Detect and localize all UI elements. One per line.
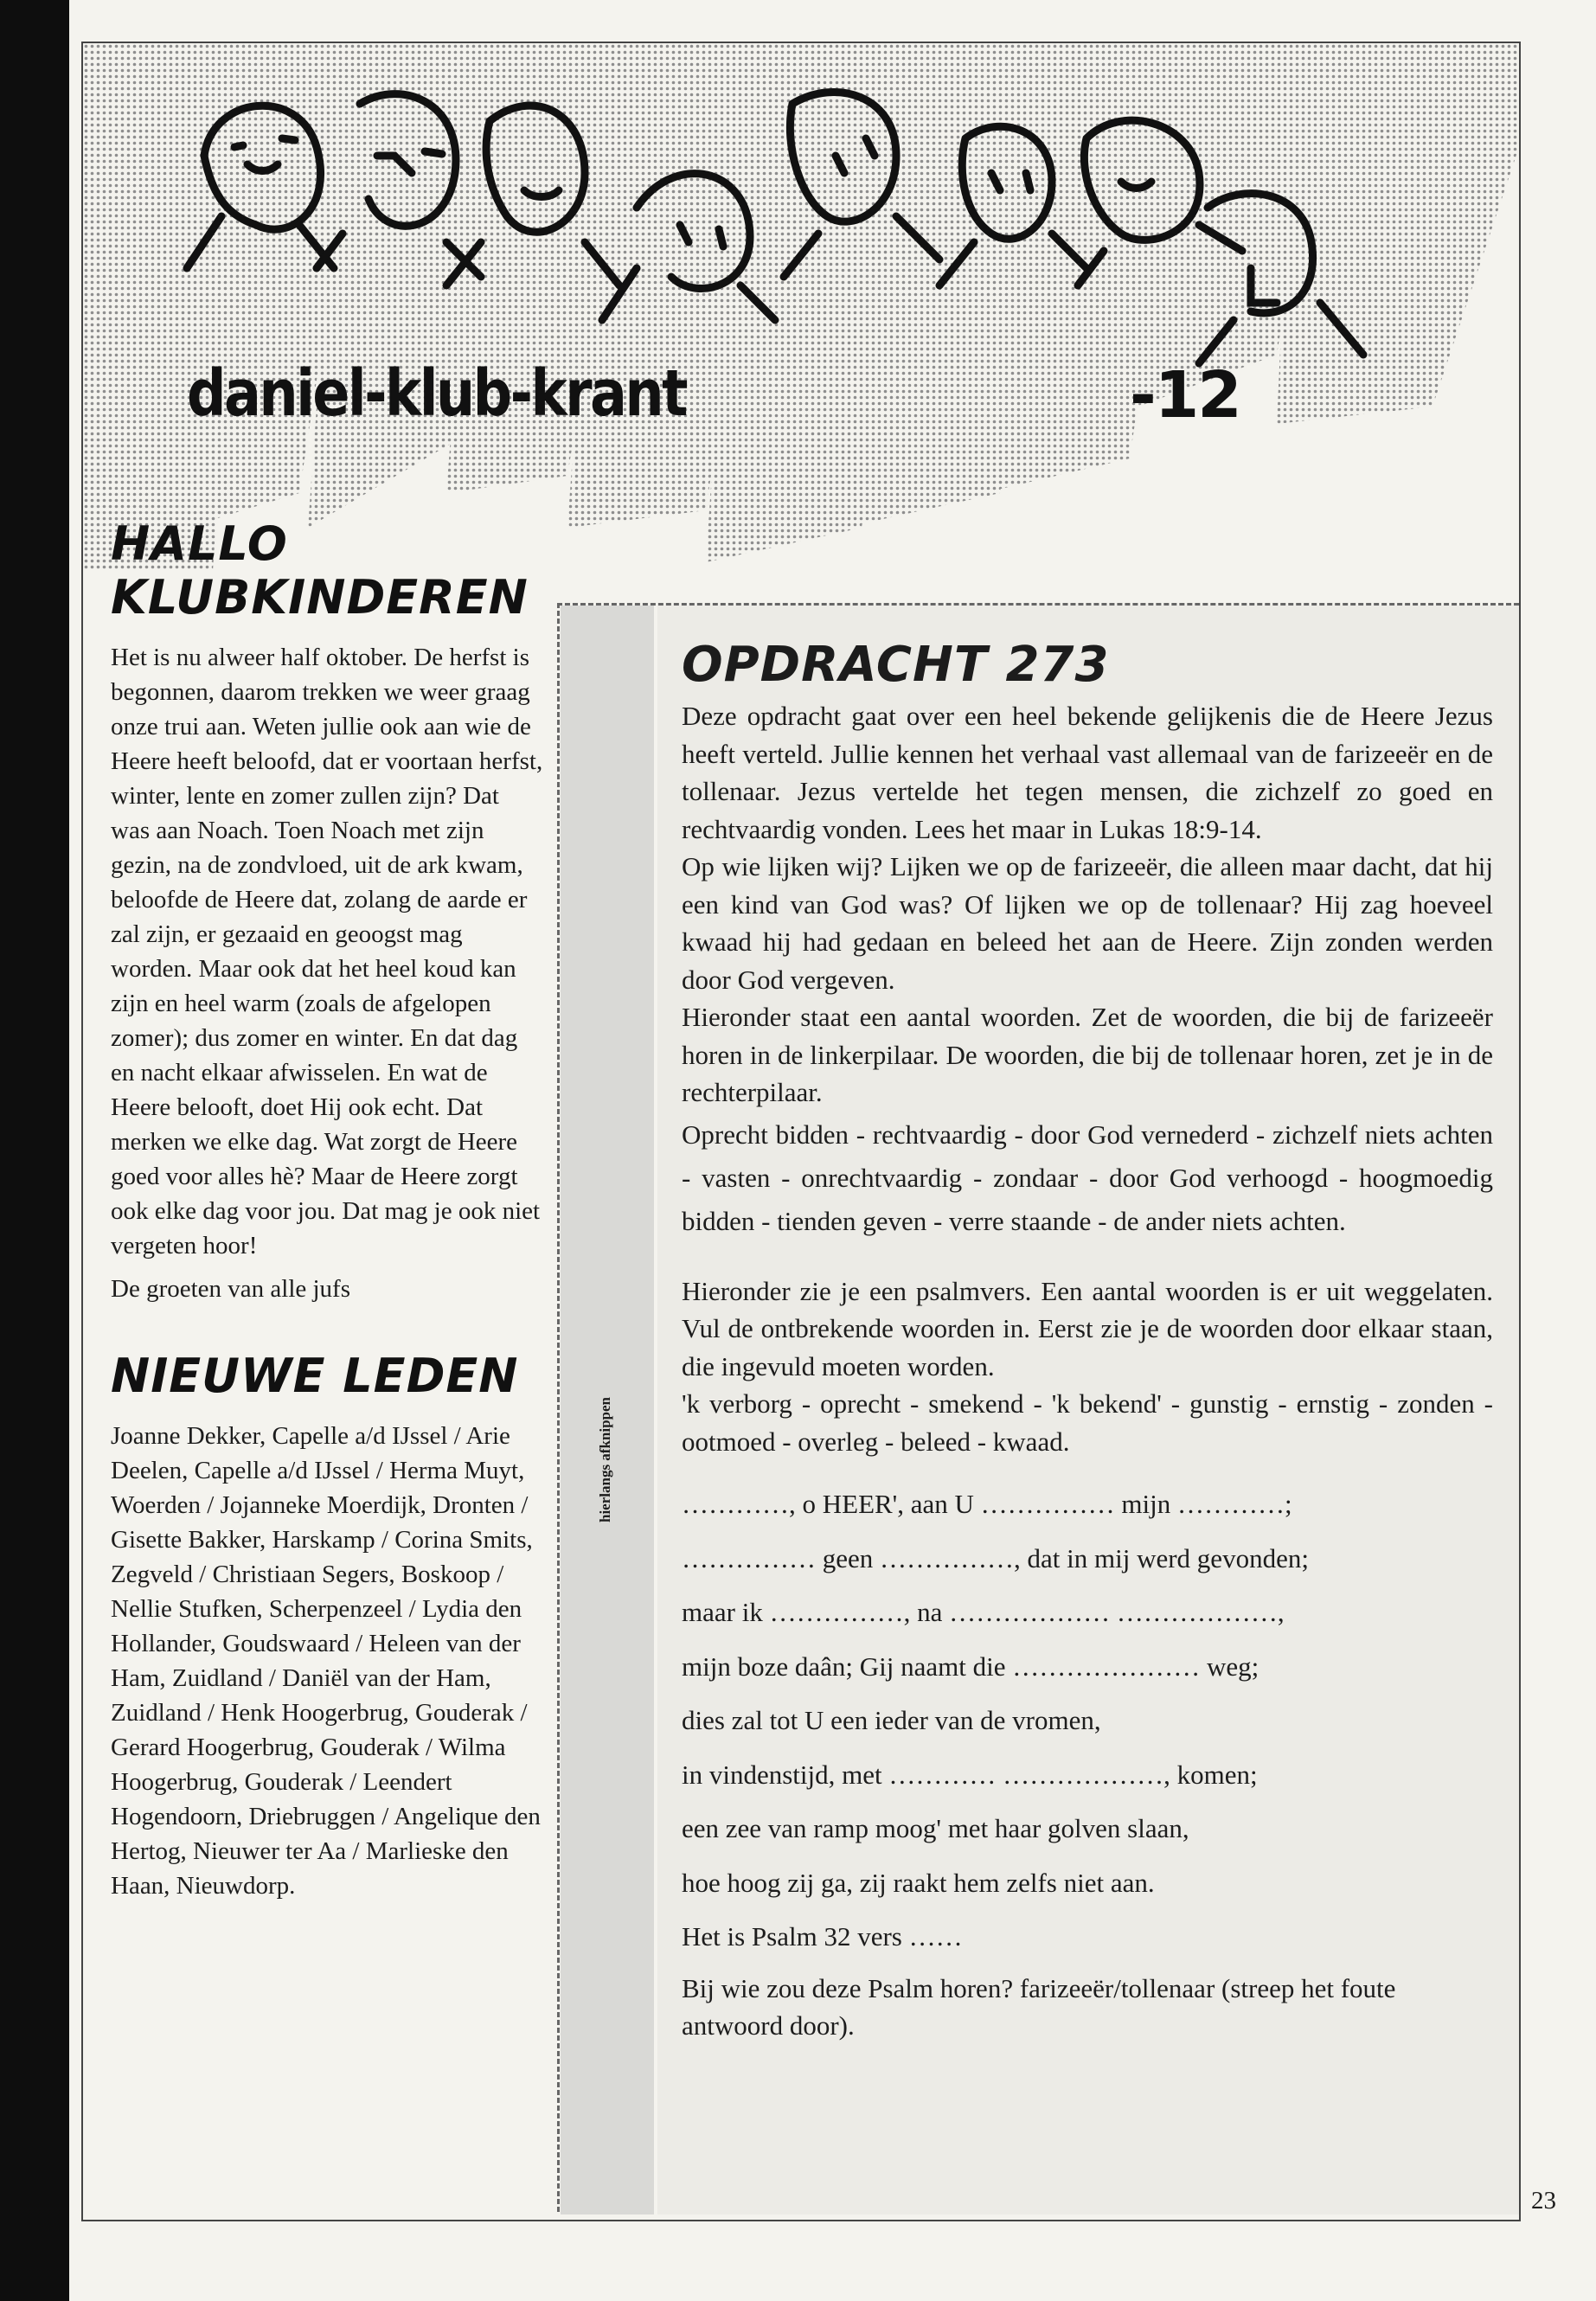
poem-line: een zee van ramp moog' met haar golven slaan,	[682, 1813, 1189, 1843]
greeting-heading	[111, 517, 543, 625]
poem-line: …………… geen ……………, dat in mij werd gevonden;	[682, 1542, 1309, 1574]
psalm-intro: Hieronder zie je een psalmvers. Een aantal woorden is er uit weggelaten. Vul de ontbrekende woorden in. Eerst zie je de woorden door elkaar staan, die ingevuld moeten worden.	[682, 1275, 1493, 1381]
new-members-body	[111, 1419, 543, 1903]
assignment-word-list: Oprecht bidden - rechtvaardig - door God vernederd - zichzelf niets achten - vasten - onrechtvaardig - zondaar - door God verhoogd - hoogmoedig bidden - tienden geven - verre staande - de ander niets achten.	[682, 1118, 1493, 1236]
scan-edge-bar	[0, 0, 69, 2301]
new-members-list: Joanne Dekker, Capelle a/d IJssel / Arie Deelen, Capelle a/d IJssel / Herma Muyt, Woerden / Jojanneke Moerdijk, Dronten / Gisette Bakker, Harskamp / Corina Smits, Zegveld / Christiaan Segers, Boskoop / Nellie Stufken, Scherpenzeel / Lydia den Hollander, Goudswaard / Heleen van der Ham, Zuidland / Daniël van der Ham, Zuidland / Henk Hoogerbrug, Gouderak / Gerard Hoogerbrug, Gouderak / Wilma Hoogerbrug, Gouderak / Leendert Hogendoorn, Driebruggen / Angelique den Hertog, Nieuwer ter Aa / Marlieske den Haan, Nieuwdorp.	[111, 1422, 541, 1900]
poem-line: dies zal tot U een ieder van de vromen,	[682, 1705, 1101, 1735]
poem-line: mijn boze daân; Gij naamt die ………………… weg;	[682, 1650, 1259, 1682]
psalm-reference: Het is Psalm 32 vers ……	[682, 1921, 963, 1952]
poem-line: hoe hoog zij ga, zij raakt hem zelfs niet aan.	[682, 1867, 1155, 1898]
assignment-question: Op wie lijken wij? Lijken we op de farizeeër, die alleen maar dacht, dat hij een kind van God was? Of lijken we op de tollenaar? Hij zag hoeveel kwaad hij had gedaan en beleed het aan de Heere. Zijn zonden werden door God vergeven.	[682, 851, 1493, 995]
poem-line: …………, o HEER', aan U …………… mijn …………;	[682, 1489, 1292, 1519]
poem-line: in vindenstijd, met ………… ………………, komen;	[682, 1759, 1258, 1790]
page-number: 23	[1531, 2187, 1556, 2214]
greeting-body	[111, 640, 543, 1306]
greeting-signoff: De groeten van alle jufs	[111, 1275, 351, 1303]
issue-number: -12	[1130, 358, 1240, 433]
cut-line-left	[557, 603, 560, 2212]
newspaper-title: daniel-klub-krant	[187, 356, 686, 431]
cut-label-side: hierlangs afknippen	[597, 1396, 613, 1522]
left-column	[111, 517, 543, 1912]
masthead	[83, 43, 1519, 571]
psalm-word-list: 'k verborg - oprecht - smekend - 'k bekend' - gunstig - ernstig - zonden - ootmoed - overleg - beleed - kwaad.	[682, 1388, 1493, 1457]
greeting-heading-line1: HALLO	[111, 516, 288, 571]
greeting-paragraph: Het is nu alweer half oktober. De herfst is begonnen, daarom trekken we weer graag onze trui aan. Weten jullie ook aan wie de Heere heeft beloofd, dat er voortaan herfst, winter, lente en zomer zullen zijn? Dat was aan Noach. Toen Noach met zijn gezin, na de zondvloed, uit de ark kwam, beloofde de Heere dat, zolang de aarde er zal zijn, er gezaaid en geoogst mag worden. Maar ook dat het heel koud kan zijn en heel warm (zoals de afgelopen zomer); dus zomer en winter. En dat dag en nacht elkaar afwisselen. En wat de Heere belooft, doet Hij ook echt. Dat merken we elke dag. Wat zorgt de Heere goed voor alles hè? Maar de Heere zorgt ook elke dag voor jou. Dat mag je ook niet vergeten hoor!	[111, 644, 543, 1259]
assignment-title: OPDRACHT 273	[682, 637, 1110, 693]
poem-line: maar ik ……………, na ……………… ………………,	[682, 1597, 1285, 1627]
psalm-verse	[682, 1477, 1493, 1965]
assignment-instruction: Hieronder staat een aantal woorden. Zet de woorden, die bij de farizeeër horen in de linkerpilaar. De woorden, die bij de tollenaar horen, zet je in de rechterpilaar.	[682, 1002, 1493, 1107]
masthead-illustration	[83, 43, 1519, 571]
greeting-heading-line2: KLUBKINDEREN	[111, 570, 529, 625]
closing-question: Bij wie zou deze Psalm horen? farizeeër/tollenaar (streep het foute antwoord door).	[682, 1972, 1396, 2041]
assignment-panel	[657, 606, 1519, 2214]
new-members-heading: NIEUWE LEDEN	[111, 1349, 519, 1403]
assignment-intro: Deze opdracht gaat over een heel bekende gelijkenis die de Heere Jezus heeft verteld. Jullie kennen het verhaal vast allemaal van de farizeeër en de tollenaar. Jezus vertelde het tegen mensen, die zichzelf zo goed en rechtvaardig vonden. Lees het maar in Lukas 18:9-14.	[682, 701, 1493, 844]
